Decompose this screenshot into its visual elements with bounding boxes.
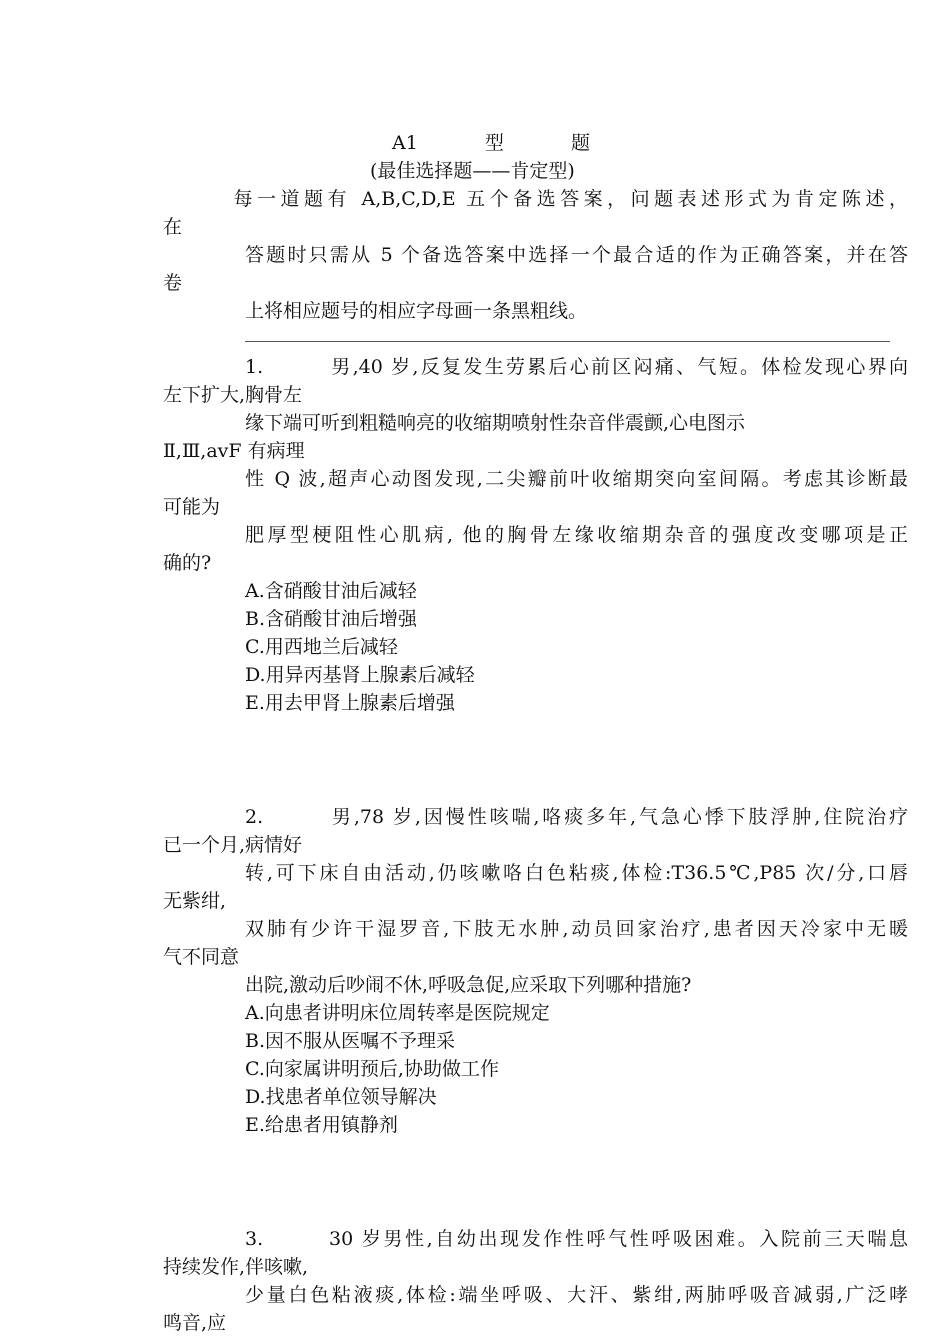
horizontal-rule	[245, 341, 890, 342]
question-2-line-1	[245, 805, 908, 829]
section-subtitle: (最佳选择题——肯定型)	[370, 160, 575, 182]
question-2-option-c: C.向家属讲明预后,协助做工作	[245, 1058, 499, 1080]
question-3-line-4: 鸣音,应	[163, 1312, 227, 1334]
question-2-option-a: A.向患者讲明床位周转率是医院规定	[245, 1002, 550, 1024]
question-1-line-7: 肥厚型梗阻性心肌病, 他的胸骨左缘收缩期杂音的强度改变哪项是正	[245, 524, 908, 546]
question-1-option-d: D.用异丙基肾上腺素后减轻	[245, 664, 475, 686]
question-1-option-a: A.含硝酸甘油后减轻	[245, 580, 417, 602]
question-2-line-4: 无紫绀,	[163, 890, 227, 912]
intro-line-5: 上将相应题号的相应字母画一条黑粗线。	[245, 300, 588, 322]
question-2-option-d: D.找患者单位领导解决	[245, 1086, 437, 1108]
question-1-number: 1.	[245, 356, 264, 378]
question-1-line-1	[245, 355, 908, 379]
question-2-stem-start: 男,78 岁,因慢性咳喘,咯痰多年,气急心悸下肢浮肿,住院治疗	[329, 806, 908, 828]
question-1-option-e: E.用去甲肾上腺素后增强	[245, 692, 455, 714]
question-1-line-4: Ⅱ,Ⅲ,avF 有病理	[163, 440, 305, 462]
question-1-option-c: C.用西地兰后减轻	[245, 636, 398, 658]
question-1-line-6: 可能为	[163, 496, 221, 518]
question-2-option-e: E.给患者用镇静剂	[245, 1114, 398, 1136]
question-1-option-b: B.含硝酸甘油后增强	[245, 608, 418, 630]
question-2-number: 2.	[245, 806, 264, 828]
question-1-stem-start: 男,40 岁,反复发生劳累后心前区闷痛、气短。体检发现心界向	[329, 356, 908, 378]
question-2-line-6: 气不同意	[163, 946, 240, 968]
question-1-line-3: 缘下端可听到粗糙响亮的收缩期喷射性杂音伴震颤,心电图示	[245, 412, 746, 434]
intro-line-4: 卷	[163, 272, 183, 294]
question-2-option-b: B.因不服从医嘱不予理采	[245, 1030, 456, 1052]
question-1-line-2: 左下扩大,胸骨左	[163, 384, 303, 406]
question-2-line-3: 转,可下床自由活动,仍咳嗽咯白色粘痰,体检:T36.5℃,P85 次/分,口唇	[245, 862, 908, 884]
question-3-line-1	[245, 1227, 908, 1251]
question-3-number: 3.	[245, 1228, 264, 1250]
intro-line-3: 答题时只需从 5 个备选答案中选择一个最合适的作为正确答案，并在答	[245, 244, 908, 266]
intro-line-1: 每一道题有 A,B,C,D,E 五个备选答案，问题表述形式为肯定陈述，	[163, 188, 908, 210]
question-2-line-7: 出院,激动后吵闹不休,呼吸急促,应采取下列哪种措施?	[245, 974, 692, 996]
question-2-line-5: 双肺有少许干湿罗音,下肢无水肿,动员回家治疗,患者因天冷家中无暖	[245, 918, 908, 940]
question-3-line-2: 持续发作,伴咳嗽,	[163, 1256, 309, 1278]
question-1-line-8: 确的?	[163, 552, 212, 574]
question-1-line-5: 性 Q 波,超声心动图发现,二尖瓣前叶收缩期突向室间隔。考虑其诊断最	[245, 468, 908, 490]
question-3-line-3: 少量白色粘液痰,体检:端坐呼吸、大汗、紫绀,两肺呼吸音减弱,广泛哮	[245, 1284, 908, 1306]
intro-line-2: 在	[163, 216, 183, 238]
question-2-line-2: 已一个月,病情好	[163, 834, 303, 856]
section-title: A1 型 题	[392, 132, 590, 154]
question-3-stem-start: 30 岁男性,自幼出现发作性呼气性呼吸困难。入院前三天喘息	[329, 1228, 908, 1250]
